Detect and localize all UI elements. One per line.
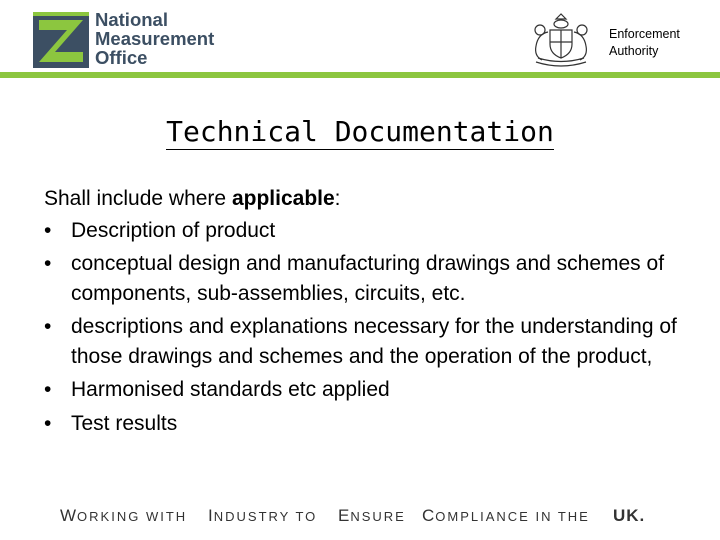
list-item-text: descriptions and explanations necessary for the understanding of those drawings and schemes and the operation of the product,: [71, 315, 677, 368]
list-item: [44, 249, 684, 308]
logo-line-3: Office: [95, 47, 148, 68]
list-item-text: Description of product: [71, 218, 276, 242]
requirements-list: [44, 216, 684, 439]
enforcement-authority-label: [609, 26, 680, 60]
list-item: [44, 375, 684, 405]
logo-line-2: Measurement: [95, 28, 215, 49]
slide-footer-tagline: [60, 506, 660, 528]
footer-word-compliance-in-the: COMPLIANCE IN THE: [422, 506, 590, 525]
logo-line-1: National: [95, 9, 168, 30]
header-divider: [0, 72, 720, 78]
nmo-logo: [33, 10, 233, 72]
list-item: [44, 409, 684, 439]
bullet-icon: •: [44, 315, 52, 338]
slide-header: [0, 0, 720, 80]
bullet-icon: •: [44, 378, 52, 401]
slide-title: [0, 114, 720, 150]
logo-wordmark: [95, 10, 214, 67]
nmo-logo-mark-icon: [33, 12, 89, 68]
footer-word-uk: UK.: [613, 506, 646, 525]
royal-coat-of-arms-icon: [528, 10, 594, 68]
slide-title-text: Technical Documentation: [166, 115, 554, 148]
intro-suffix: :: [334, 187, 341, 210]
bullet-icon: •: [44, 218, 52, 242]
list-item-text: Harmonised standards etc applied: [71, 378, 390, 401]
bullet-icon: •: [44, 252, 52, 275]
authority-line-1: Enforcement: [609, 27, 680, 41]
slide-body: [44, 184, 684, 442]
intro-prefix: Shall include where: [44, 187, 232, 210]
list-item-text: Test results: [71, 411, 178, 435]
authority-line-2: Authority: [609, 44, 659, 58]
footer-word-ensure: ENSURE: [338, 506, 406, 525]
list-item: [44, 216, 684, 246]
intro-line: [44, 184, 684, 214]
list-item: [44, 312, 684, 371]
list-item-text: conceptual design and manufacturing drawings and schemes of components, sub-assemblies, circuits, etc.: [71, 252, 665, 305]
footer-word-industry-to: INDUSTRY TO: [208, 506, 318, 525]
intro-bold: applicable: [231, 187, 335, 210]
bullet-icon: •: [44, 411, 52, 435]
footer-word-working-with: WORKING WITH: [60, 506, 188, 525]
